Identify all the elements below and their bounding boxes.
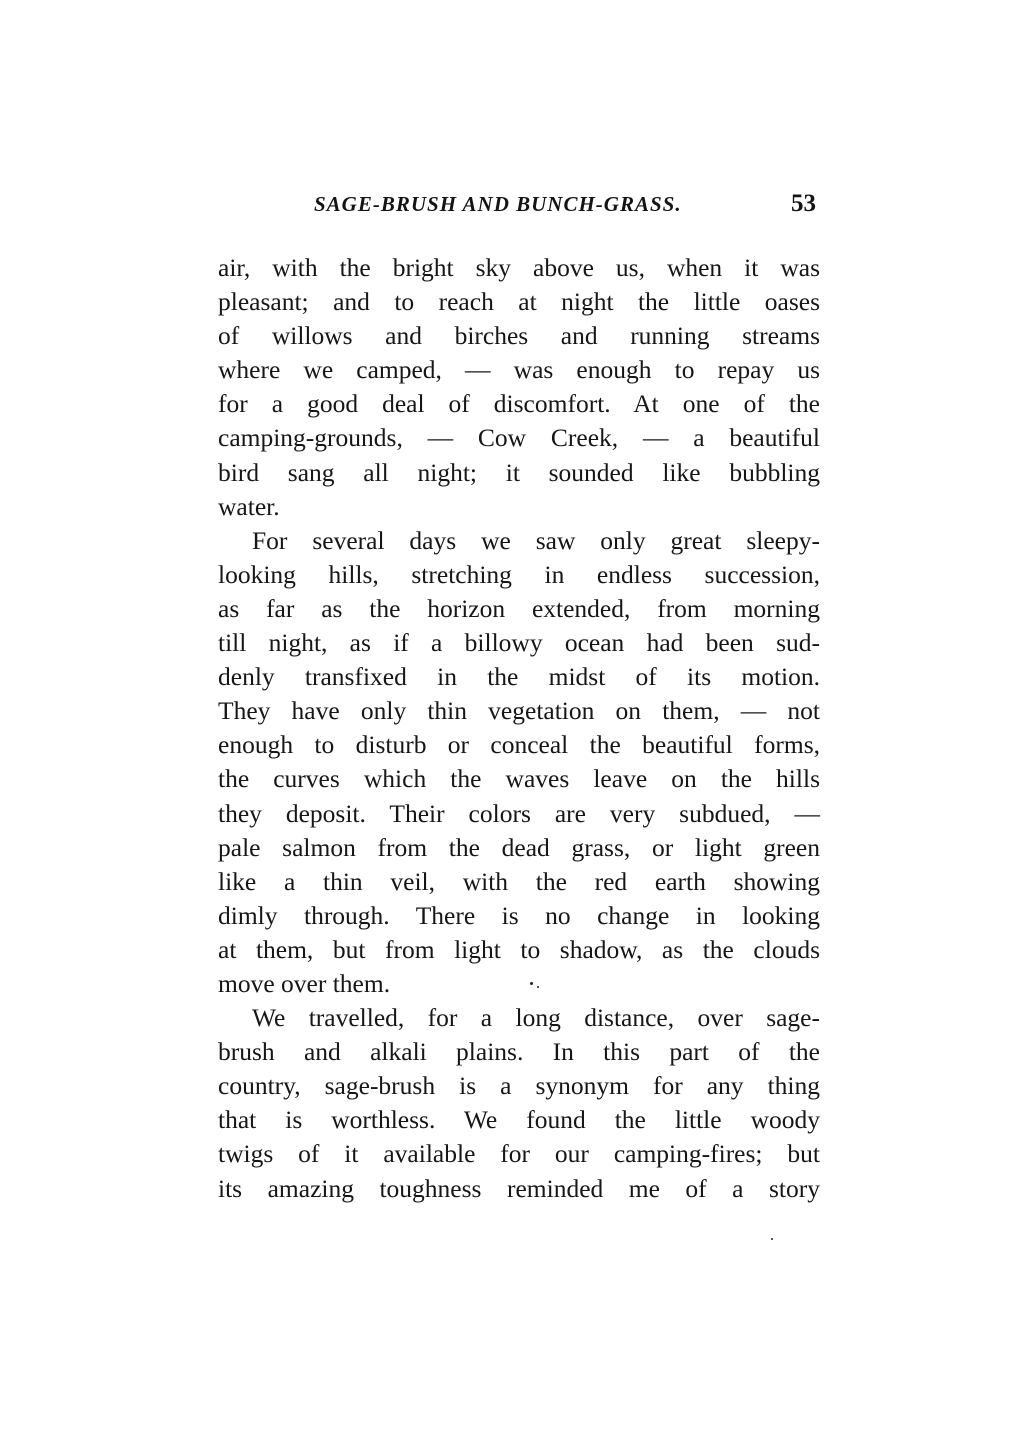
text-line: For several days we saw only great sleepy- <box>252 525 820 555</box>
body-text <box>218 251 820 1206</box>
text-line: They have only thin vegetation on them, — not <box>218 696 820 726</box>
text-line: We travelled, for a long distance, over sage- <box>252 1003 820 1033</box>
text-line: dimly through. There is no change in looking <box>218 900 820 930</box>
paragraph <box>218 524 820 1001</box>
text-line: till night, as if a billowy ocean had been sud- <box>218 628 820 658</box>
text-line: looking hills, stretching in endless succession, <box>218 559 820 589</box>
text-line: water. <box>218 491 280 521</box>
running-head <box>218 192 820 228</box>
text-line: camping-grounds, — Cow Creek, — a beautiful <box>218 423 820 453</box>
text-line: for a good deal of discomfort. At one of the <box>218 389 820 419</box>
ink-speck <box>530 982 533 985</box>
text-line: that is worthless. We found the little woody <box>218 1105 820 1135</box>
text-line: bird sang all night; it sounded like bubbling <box>218 457 820 487</box>
text-line: like a thin veil, with the red earth showing <box>218 866 820 896</box>
text-line: brush and alkali plains. In this part of the <box>218 1037 820 1067</box>
paragraph <box>218 251 820 524</box>
text-line: of willows and birches and running streams <box>218 321 820 351</box>
paragraph <box>218 1001 820 1206</box>
text-line: move over them. <box>218 968 391 998</box>
running-title: SAGE-BRUSH AND BUNCH-GRASS. <box>314 192 682 216</box>
text-line: pale salmon from the dead grass, or light green <box>218 832 820 862</box>
text-line: denly transfixed in the midst of its motion. <box>218 662 820 692</box>
text-line: enough to disturb or conceal the beautiful forms, <box>218 730 820 760</box>
text-line: pleasant; and to reach at night the little oases <box>218 287 820 317</box>
ink-speck <box>771 1238 773 1240</box>
page-number: 53 <box>791 190 816 217</box>
text-line: country, sage-brush is a synonym for any thing <box>218 1071 820 1101</box>
text-line: at them, but from light to shadow, as the clouds <box>218 934 820 964</box>
ink-speck <box>537 986 539 988</box>
text-line: the curves which the waves leave on the hills <box>218 764 820 794</box>
text-line: its amazing toughness reminded me of a story <box>218 1173 820 1203</box>
text-line: air, with the bright sky above us, when it was <box>218 253 820 282</box>
text-line: they deposit. Their colors are very subdued, — <box>218 798 820 828</box>
text-line: where we camped, — was enough to repay us <box>218 355 820 385</box>
text-line: twigs of it available for our camping-fires; but <box>218 1139 820 1169</box>
text-line: as far as the horizon extended, from morning <box>218 593 820 623</box>
